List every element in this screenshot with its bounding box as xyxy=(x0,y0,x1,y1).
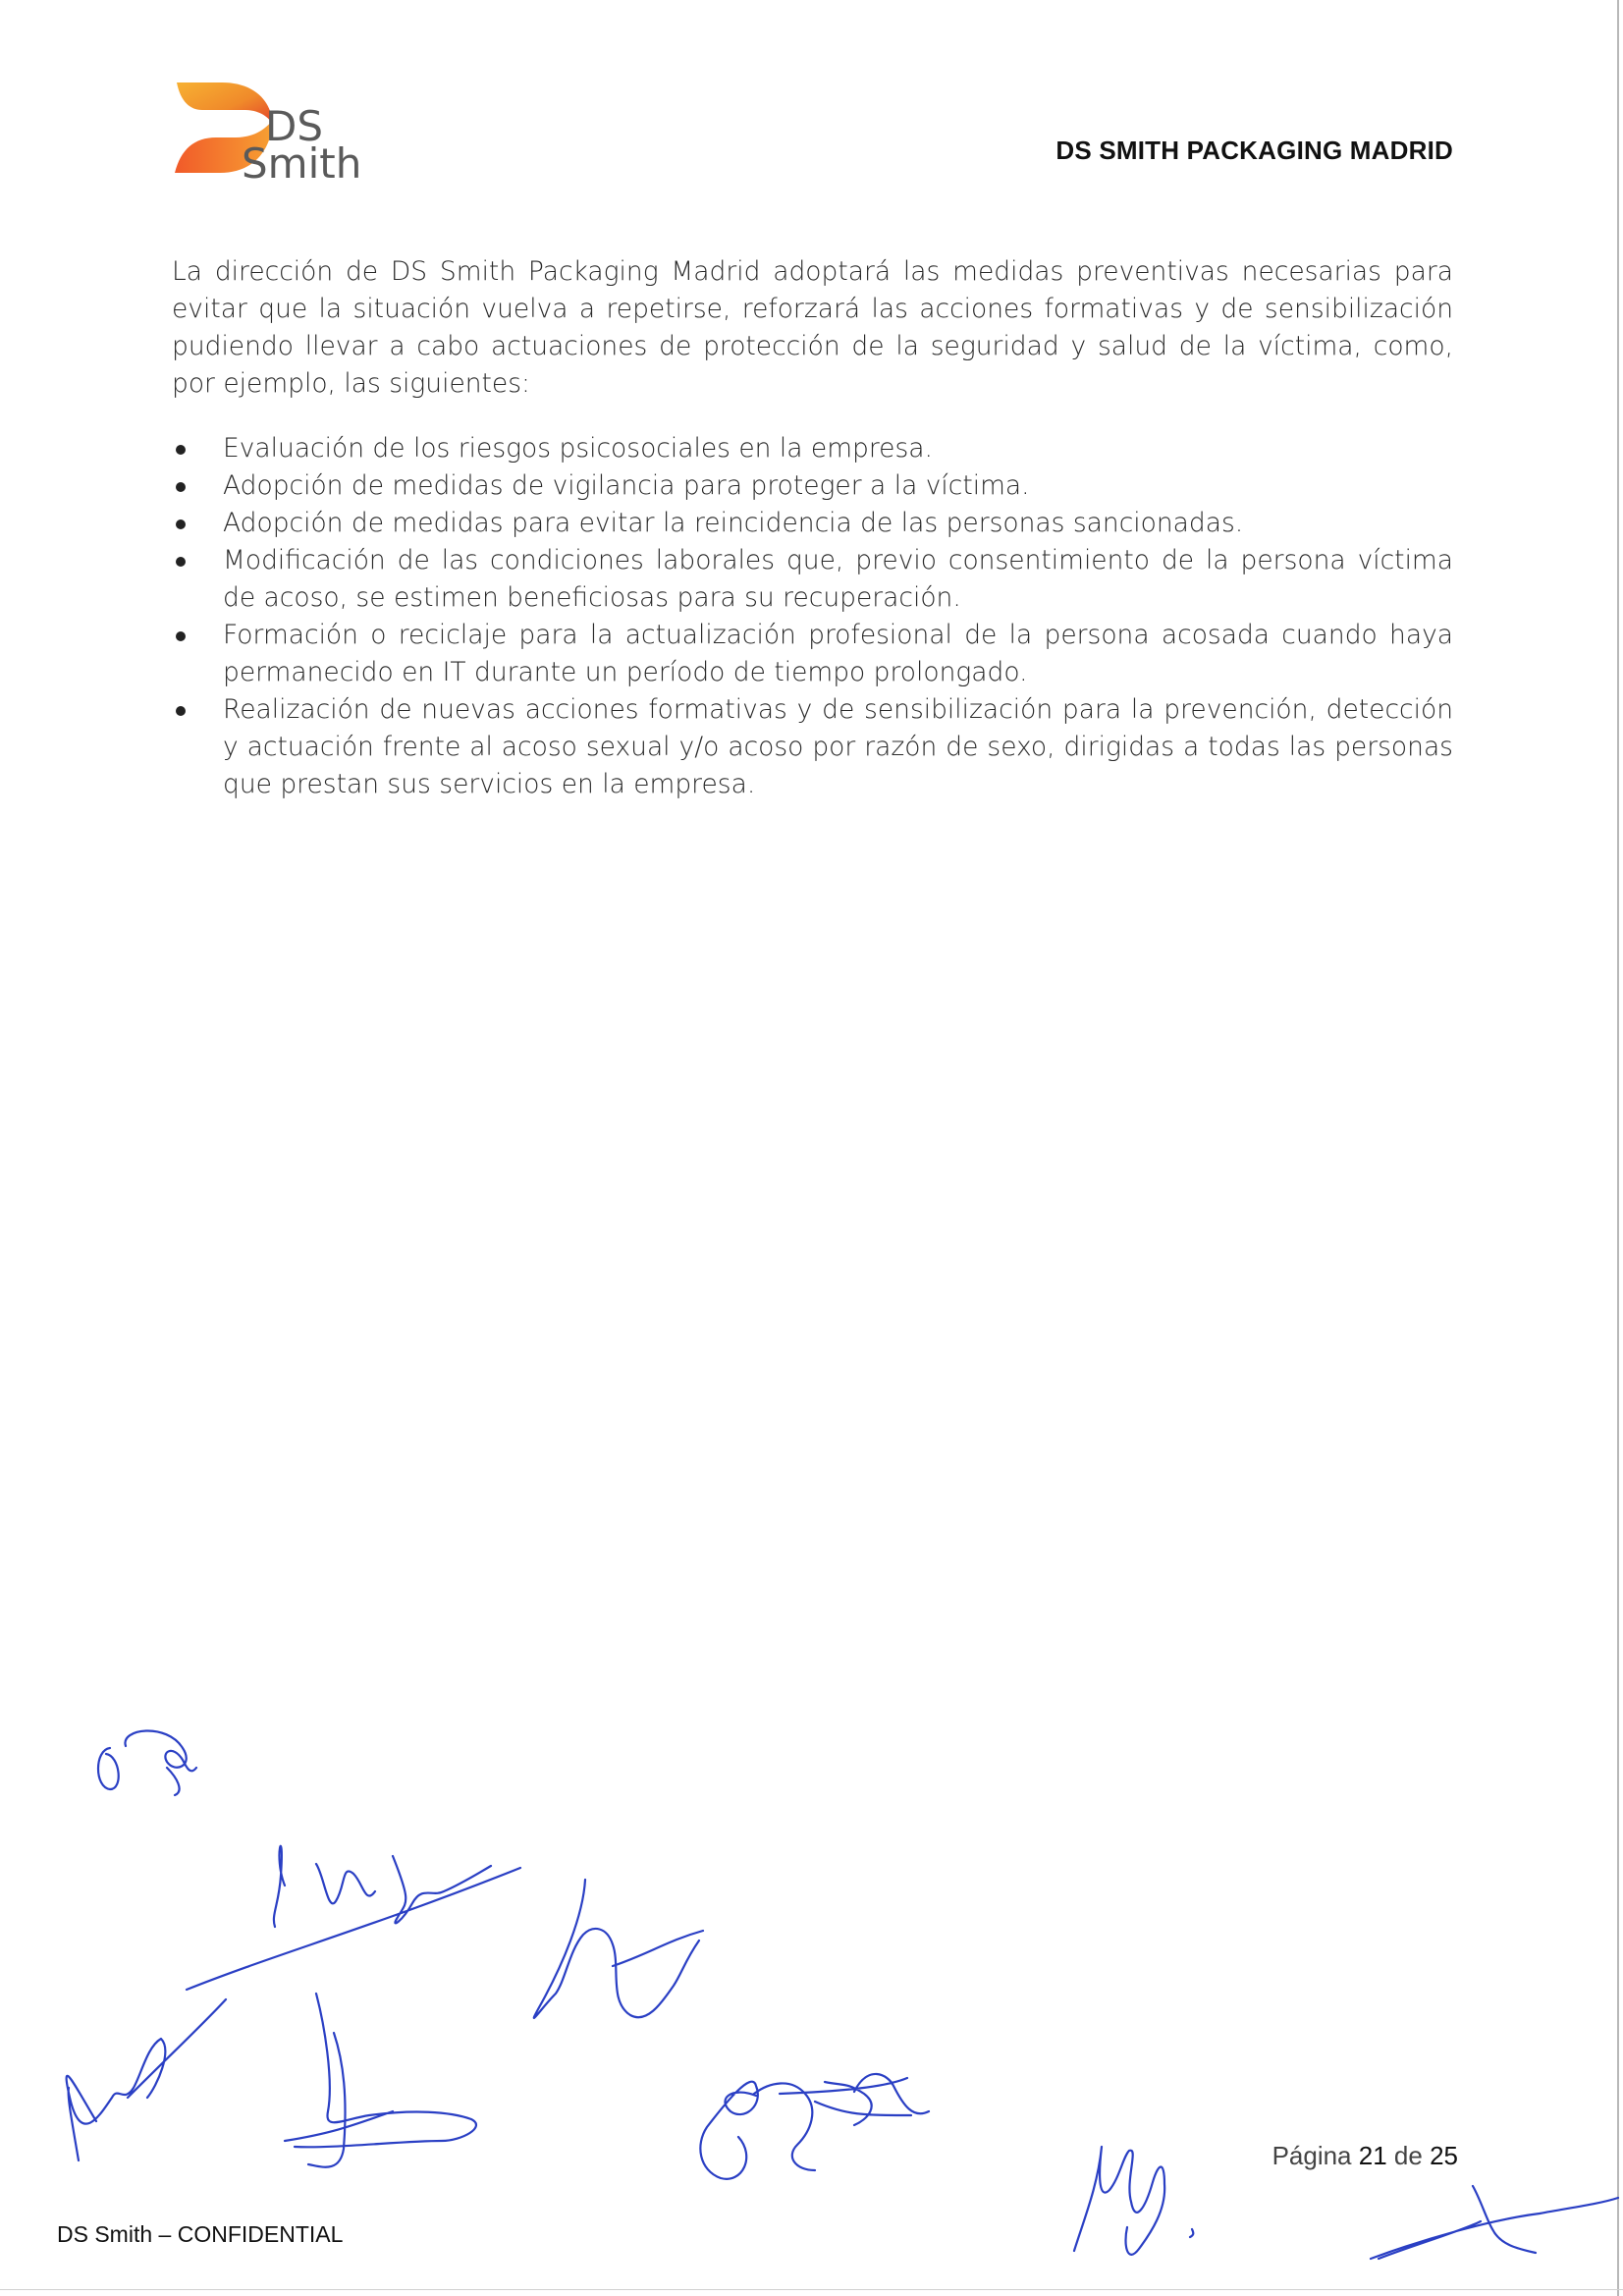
confidential-label: DS Smith – CONFIDENTIAL xyxy=(57,2221,344,2247)
bullet-icon xyxy=(176,557,186,567)
handwritten-signature-2 xyxy=(187,1846,520,1990)
list-item xyxy=(172,430,1453,467)
list-item xyxy=(172,691,1453,803)
page-label: Página xyxy=(1271,2141,1352,2170)
bullet-icon xyxy=(176,706,186,716)
document-body xyxy=(172,253,1453,803)
handwritten-signature-5 xyxy=(534,1880,703,2018)
logo-text-ds: DS xyxy=(265,102,324,150)
list-item xyxy=(172,542,1453,617)
intro-paragraph: La dirección de DS Smith Packaging Madrid adoptará las medidas preventivas necesarias para evitar que la situación vuelva a repetirse, reforzará las acciones formativas y de sensibilización pudiendo llevar a cabo actuaciones de protección de la seguridad y salud de la víctima, como, por ejemplo, las siguientes: xyxy=(172,256,1453,399)
list-item-text: Realización de nuevas acciones formativas y de sensibilización para la prevención, detección y actuación frente al acoso sexual y/o acoso por razón de sexo, dirigidas a todas las personas que prestan sus servicios en la empresa. xyxy=(223,694,1453,799)
list-item-text: Formación o reciclaje para la actualización profesional de la persona acosada cuando haya permanecido en IT durante un período de tiempo prolongado. xyxy=(223,620,1453,687)
page-total: 25 xyxy=(1430,2141,1458,2170)
page-current: 21 xyxy=(1358,2141,1387,2170)
handwritten-signature-1 xyxy=(98,1730,196,1795)
bullet-icon xyxy=(176,482,186,492)
list-item xyxy=(172,467,1453,505)
handwritten-signature-7 xyxy=(1074,2147,1193,2255)
handwritten-signature-6 xyxy=(700,2074,929,2179)
signatures-area xyxy=(0,1709,1623,2296)
bullet-icon xyxy=(176,519,186,529)
company-title: DS SMITH PACKAGING MADRID xyxy=(1055,136,1453,165)
list-item-text: Evaluación de los riesgos psicosociales en la empresa. xyxy=(223,433,933,464)
list-item-text: Modificación de las condiciones laborales que, previo consentimiento de la persona víctima de acoso, se estimen beneficiosas para su recuperación. xyxy=(223,545,1453,613)
ds-smith-logo xyxy=(175,81,371,213)
page-number xyxy=(1272,2141,1458,2171)
logo-text-smith: Smith xyxy=(242,139,362,188)
handwritten-signature-8 xyxy=(1371,2186,1618,2259)
list-item-text: Adopción de medidas de vigilancia para proteger a la víctima. xyxy=(223,470,1030,501)
handwritten-signature-4 xyxy=(285,1994,476,2167)
bullet-icon xyxy=(176,631,186,641)
bullet-icon xyxy=(176,445,186,455)
list-item xyxy=(172,505,1453,542)
page-of: de xyxy=(1393,2141,1423,2170)
measures-list xyxy=(172,430,1453,803)
list-item-text: Adopción de medidas para evitar la reincidencia de las personas sancionadas. xyxy=(223,508,1244,538)
list-item xyxy=(172,617,1453,691)
handwritten-signature-3 xyxy=(67,1999,226,2160)
